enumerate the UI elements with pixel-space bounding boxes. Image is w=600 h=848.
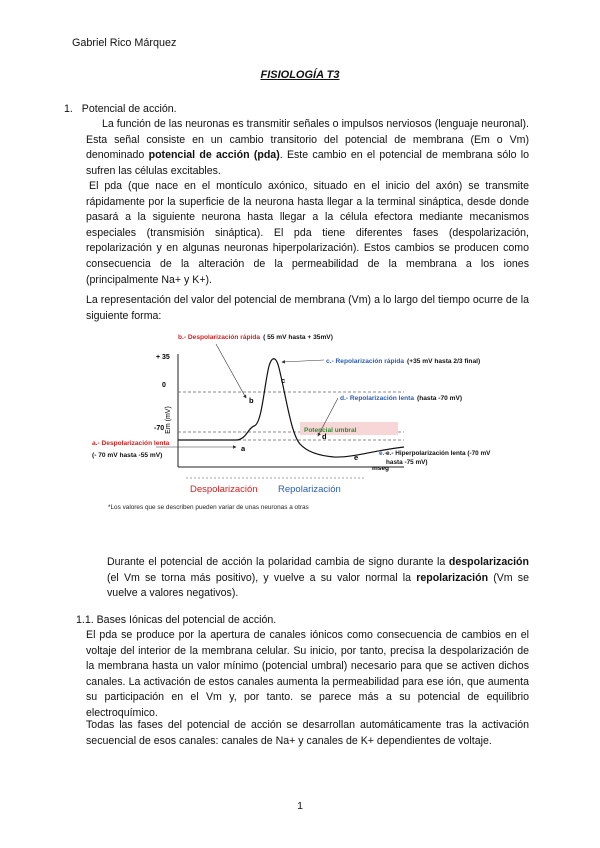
section-number: 1. xyxy=(64,103,73,115)
phase-repolarizacion: Repolarización xyxy=(278,484,341,495)
tick-plus35: + 35 xyxy=(156,354,170,361)
arrow-c xyxy=(282,360,324,362)
label-e-line2: hasta -75 mV) xyxy=(386,459,428,466)
figure-note: *Los valores que se describen pueden variar de unas neuronas a otras xyxy=(108,504,309,511)
phase-despolarizacion: Despolarización xyxy=(190,484,258,495)
phase-letter-d: d xyxy=(322,432,327,441)
label-d: d.- Repolarización lenta (hasta -70 mV) xyxy=(340,395,463,402)
page-number: 1 xyxy=(297,800,303,812)
bold-despolarizacion: despolarización xyxy=(448,556,529,568)
label-b: b.- Despolarización rápida ( 55 mV hasta + 35mV) xyxy=(178,334,333,341)
paragraph-channels: Todas las fases del potencial de acción se desarrollan automáticamente tras la activación secuencial de esos canales: canales de Na+ y canales de K+ dependientes de voltaje. xyxy=(86,719,529,747)
label-a-range: (- 70 mV hasta -55 mV) xyxy=(92,452,163,459)
phase-letter-b: b xyxy=(249,396,254,405)
paragraph-representation: La representación del valor del potencial de membrana (Vm) a lo largo del tiempo ocurre de la siguiente forma: xyxy=(86,294,529,322)
bold-term: potencial de acción (pda) xyxy=(148,149,280,162)
label-e: e.- xyxy=(379,450,387,457)
paragraph-ionic-bases: El pda se produce por la apertura de canales iónicos como consecuencia de cambios en el voltaje del interior de la membrana celular. Su inicio, por tanto, precisa la despolarización de la membrana hasta un valor mínimo (potencial umbral) necesario para que se activen dichos canales. La activación de estos canales aumenta la permeabilidad para ese ión, que aumenta su participación en el Vm y, por tanto. se parece más a su potencial de equilibrio electroquímico. xyxy=(86,629,529,719)
phase-letter-a: a xyxy=(241,444,246,453)
arrow-b xyxy=(216,344,246,398)
label-e-block xyxy=(386,449,490,467)
y-axis-label: Em (mV) xyxy=(165,406,172,434)
action-potential-curve xyxy=(178,359,404,457)
bold-repolarizacion: repolarización xyxy=(416,571,489,584)
section-heading xyxy=(64,102,177,118)
tick-minus70: -70 xyxy=(154,425,165,432)
label-e-line1: e.- Hiperpolarización lenta (-70 mV xyxy=(386,450,491,457)
threshold-label: Potencial umbral xyxy=(304,427,357,434)
phase-letter-c: c xyxy=(281,376,286,385)
page-title: FISIOLOGÍA T3 xyxy=(260,69,340,81)
summary-paragraph: Durante el potencial de acción la polaridad cambia de signo durante la despolarización (el Vm se torna más positivo), y vuelve a su valor normal la repolarización (Vm se vuelve a valores negativos). xyxy=(107,556,529,600)
section-title: Potencial de acción. xyxy=(81,103,177,115)
label-a: a.- Despolarización lenta xyxy=(92,440,170,447)
x-axis-unit: mseg xyxy=(372,465,389,472)
subsection-heading: 1.1. Bases Iónicas del potencial de acción. xyxy=(76,614,277,626)
paragraph-pda: El pda (que nace en el montículo axónico, situado en el inicio del axón) se transmite rápidamente por la superficie de la neurona hasta llegar a la terminal sináptica, desde donde pasará a la siguiente neurona hasta llegar a la célula efectora mediante mecanismos especiales (transmisión sináptica). El pda tiene diferentes fases (despolarización, repolarización y en algunas neuronas hiperpolarización). Estos cambios se producen como consecuencia de la alteración de la permeabilidad de la membrana a los iones (principalmente Na+ y K+). xyxy=(86,180,529,286)
author-name: Gabriel Rico Márquez xyxy=(72,37,177,49)
paragraph-intro: La función de las neuronas es transmitir señales o impulsos nerviosos (lenguaje neuronal). Esta señal consiste en un cambio transitorio del potencial de membrana (Em o Vm) denominado potencial de acción (pda). Este cambio en el potencial de membrana sólo lo sufren las células excitables. xyxy=(86,118,529,177)
phase-letter-e: e xyxy=(354,453,359,462)
label-c: c.- Repolarización rápida (+35 mV hasta 2/3 final) xyxy=(326,358,481,365)
tick-zero: 0 xyxy=(162,382,166,389)
